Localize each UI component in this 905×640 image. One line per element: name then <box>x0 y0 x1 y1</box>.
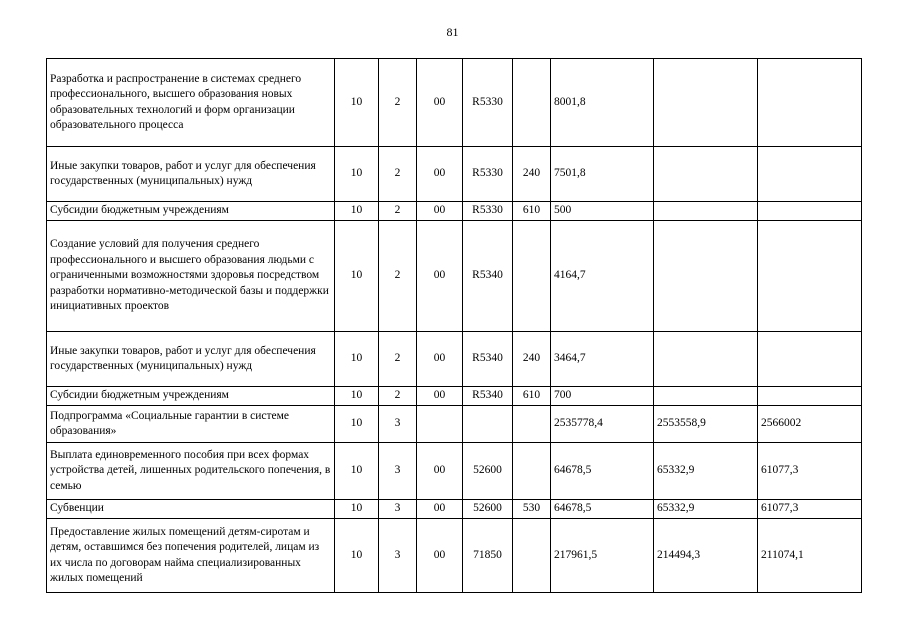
row-expense-type <box>513 221 551 332</box>
table-row <box>47 443 862 500</box>
row-amount-year2: 65332,9 <box>654 500 758 519</box>
row-amount-year1: 700 <box>551 387 654 406</box>
row-amount-year3: 211074,1 <box>758 519 862 593</box>
row-section: 10 <box>335 519 379 593</box>
row-amount-year1: 7501,8 <box>551 147 654 202</box>
row-name: Разработка и распространение в системах среднего профессионального, высшего образования новых образовательных технологий и форм организации образовательного процесса <box>47 59 335 147</box>
table-row <box>47 332 862 387</box>
row-amount-year2 <box>654 387 758 406</box>
row-section: 10 <box>335 202 379 221</box>
row-name: Субвенции <box>47 500 335 519</box>
row-section: 10 <box>335 221 379 332</box>
row-amount-year3 <box>758 221 862 332</box>
row-amount-year1: 3464,7 <box>551 332 654 387</box>
row-subsection: 2 <box>379 221 417 332</box>
row-amount-year2: 2553558,9 <box>654 406 758 443</box>
row-program: 00 <box>417 519 463 593</box>
row-expense-type: 610 <box>513 387 551 406</box>
row-expense-type: 240 <box>513 147 551 202</box>
row-code: 52600 <box>463 500 513 519</box>
row-amount-year3 <box>758 387 862 406</box>
row-name: Выплата единовременного пособия при всех формах устройства детей, лишенных родительского попечения, в семью <box>47 443 335 500</box>
row-code <box>463 406 513 443</box>
row-name: Предоставление жилых помещений детям-сиротам и детям, оставшимся без попечения родителей, лицам из их числа по договорам найма специализированных жилых помещений <box>47 519 335 593</box>
row-program: 00 <box>417 59 463 147</box>
row-name: Создание условий для получения среднего профессионального и высшего образования людьми с ограниченными возможностями здоровья посредством разработки нормативно-методической базы и поддержки инициативных проектов <box>47 221 335 332</box>
row-section: 10 <box>335 332 379 387</box>
budget-table <box>46 58 862 593</box>
row-amount-year1: 500 <box>551 202 654 221</box>
table-row <box>47 387 862 406</box>
row-subsection: 3 <box>379 406 417 443</box>
row-subsection: 2 <box>379 332 417 387</box>
row-code: R5340 <box>463 221 513 332</box>
row-subsection: 2 <box>379 59 417 147</box>
row-code: R5330 <box>463 202 513 221</box>
page-number: 81 <box>446 25 459 39</box>
row-amount-year3 <box>758 59 862 147</box>
row-program: 00 <box>417 443 463 500</box>
row-name: Субсидии бюджетным учреждениям <box>47 387 335 406</box>
table-row <box>47 406 862 443</box>
row-section: 10 <box>335 443 379 500</box>
row-subsection: 3 <box>379 443 417 500</box>
row-program: 00 <box>417 332 463 387</box>
row-code: R5340 <box>463 332 513 387</box>
row-code: 52600 <box>463 443 513 500</box>
row-section: 10 <box>335 500 379 519</box>
row-section: 10 <box>335 387 379 406</box>
row-amount-year3: 2566002 <box>758 406 862 443</box>
row-name: Субсидии бюджетным учреждениям <box>47 202 335 221</box>
table-body <box>47 59 862 593</box>
row-subsection: 3 <box>379 500 417 519</box>
table-row <box>47 500 862 519</box>
row-amount-year2 <box>654 332 758 387</box>
row-amount-year3: 61077,3 <box>758 500 862 519</box>
table-row <box>47 221 862 332</box>
row-amount-year1: 64678,5 <box>551 443 654 500</box>
row-subsection: 2 <box>379 387 417 406</box>
row-expense-type: 530 <box>513 500 551 519</box>
row-amount-year1: 4164,7 <box>551 221 654 332</box>
row-section: 10 <box>335 59 379 147</box>
row-program: 00 <box>417 500 463 519</box>
row-amount-year1: 8001,8 <box>551 59 654 147</box>
table-row <box>47 202 862 221</box>
row-subsection: 2 <box>379 147 417 202</box>
row-program: 00 <box>417 147 463 202</box>
row-section: 10 <box>335 147 379 202</box>
row-expense-type <box>513 443 551 500</box>
row-amount-year3: 61077,3 <box>758 443 862 500</box>
row-amount-year3 <box>758 332 862 387</box>
row-expense-type: 240 <box>513 332 551 387</box>
row-amount-year2 <box>654 59 758 147</box>
row-expense-type <box>513 59 551 147</box>
row-code: R5340 <box>463 387 513 406</box>
row-code: 71850 <box>463 519 513 593</box>
row-amount-year2 <box>654 147 758 202</box>
row-name: Иные закупки товаров, работ и услуг для обеспечения государственных (муниципальных) нужд <box>47 332 335 387</box>
row-amount-year2 <box>654 221 758 332</box>
row-name: Подпрограмма «Социальные гарантии в системе образования» <box>47 406 335 443</box>
row-program <box>417 406 463 443</box>
row-subsection: 3 <box>379 519 417 593</box>
row-amount-year3 <box>758 202 862 221</box>
row-expense-type: 610 <box>513 202 551 221</box>
row-amount-year2: 65332,9 <box>654 443 758 500</box>
row-amount-year2: 214494,3 <box>654 519 758 593</box>
table-row <box>47 147 862 202</box>
row-section: 10 <box>335 406 379 443</box>
row-expense-type <box>513 519 551 593</box>
row-subsection: 2 <box>379 202 417 221</box>
row-program: 00 <box>417 221 463 332</box>
table-row <box>47 519 862 593</box>
row-amount-year1: 217961,5 <box>551 519 654 593</box>
row-amount-year1: 2535778,4 <box>551 406 654 443</box>
row-amount-year1: 64678,5 <box>551 500 654 519</box>
row-amount-year2 <box>654 202 758 221</box>
table-row <box>47 59 862 147</box>
row-code: R5330 <box>463 147 513 202</box>
row-expense-type <box>513 406 551 443</box>
row-amount-year3 <box>758 147 862 202</box>
row-code: R5330 <box>463 59 513 147</box>
row-program: 00 <box>417 202 463 221</box>
row-name: Иные закупки товаров, работ и услуг для обеспечения государственных (муниципальных) нужд <box>47 147 335 202</box>
row-program: 00 <box>417 387 463 406</box>
